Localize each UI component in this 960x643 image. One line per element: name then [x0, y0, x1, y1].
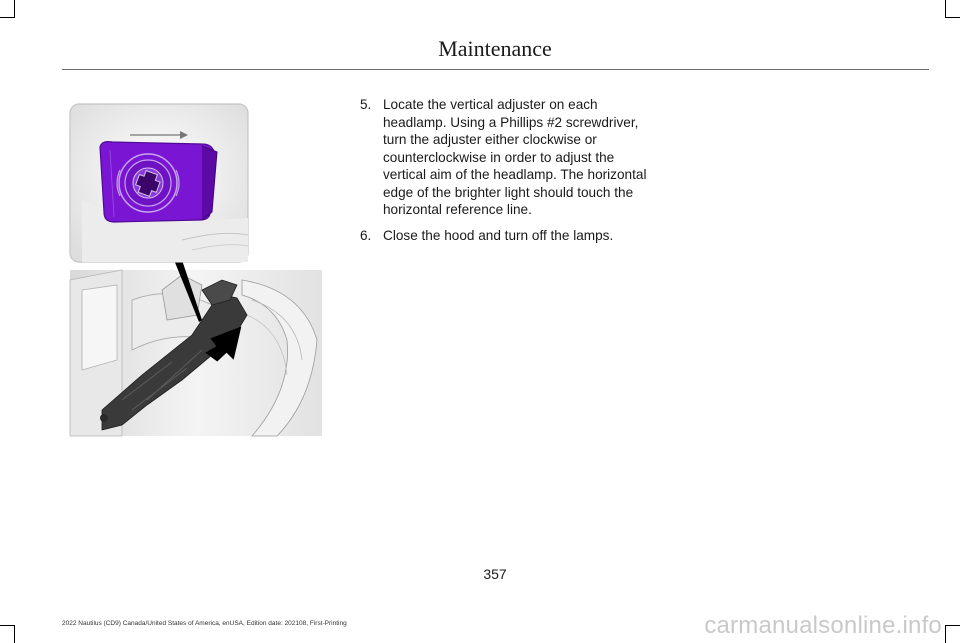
crop-mark-bottom-left-v — [14, 625, 15, 643]
adjuster-closeup-inset — [70, 104, 248, 262]
step-text: Close the hood and turn off the lamps. — [383, 227, 614, 243]
instruction-steps — [360, 96, 650, 252]
step-number: 6. — [360, 227, 372, 243]
step-text: Locate the vertical adjuster on each headlamp. Using a Phillips #2 screwdriver, turn the adjuster either clockwise or counterclockwise in order to adjust the vertical aim of the headlamp. The horizontal edge of the brighter light should touch the horizontal reference line. — [383, 97, 647, 217]
crop-mark-top-right-v — [945, 0, 946, 18]
headlamp-scene — [70, 260, 322, 436]
crop-mark-top-left-v — [14, 0, 15, 18]
step-6 — [360, 227, 650, 245]
edition-footer: 2022 Nautilus (CD9) Canada/United States of America, enUSA, Edition date: 202108, First-Printing — [62, 620, 347, 627]
crop-mark-bottom-right-v — [945, 625, 946, 643]
crop-mark-top-right-h — [945, 17, 960, 18]
header-divider — [62, 69, 929, 70]
crop-mark-bottom-left-h — [0, 625, 15, 626]
step-number: 5. — [360, 97, 372, 112]
crop-mark-top-left-h — [0, 17, 15, 18]
page-title: Maintenance — [438, 36, 552, 61]
watermark: carmanualsonline.info — [704, 612, 942, 639]
page-number: 357 — [483, 566, 507, 582]
crop-mark-bottom-right-h — [945, 625, 960, 626]
headlamp-adjuster-illustration — [62, 100, 324, 440]
step-5 — [360, 96, 650, 219]
